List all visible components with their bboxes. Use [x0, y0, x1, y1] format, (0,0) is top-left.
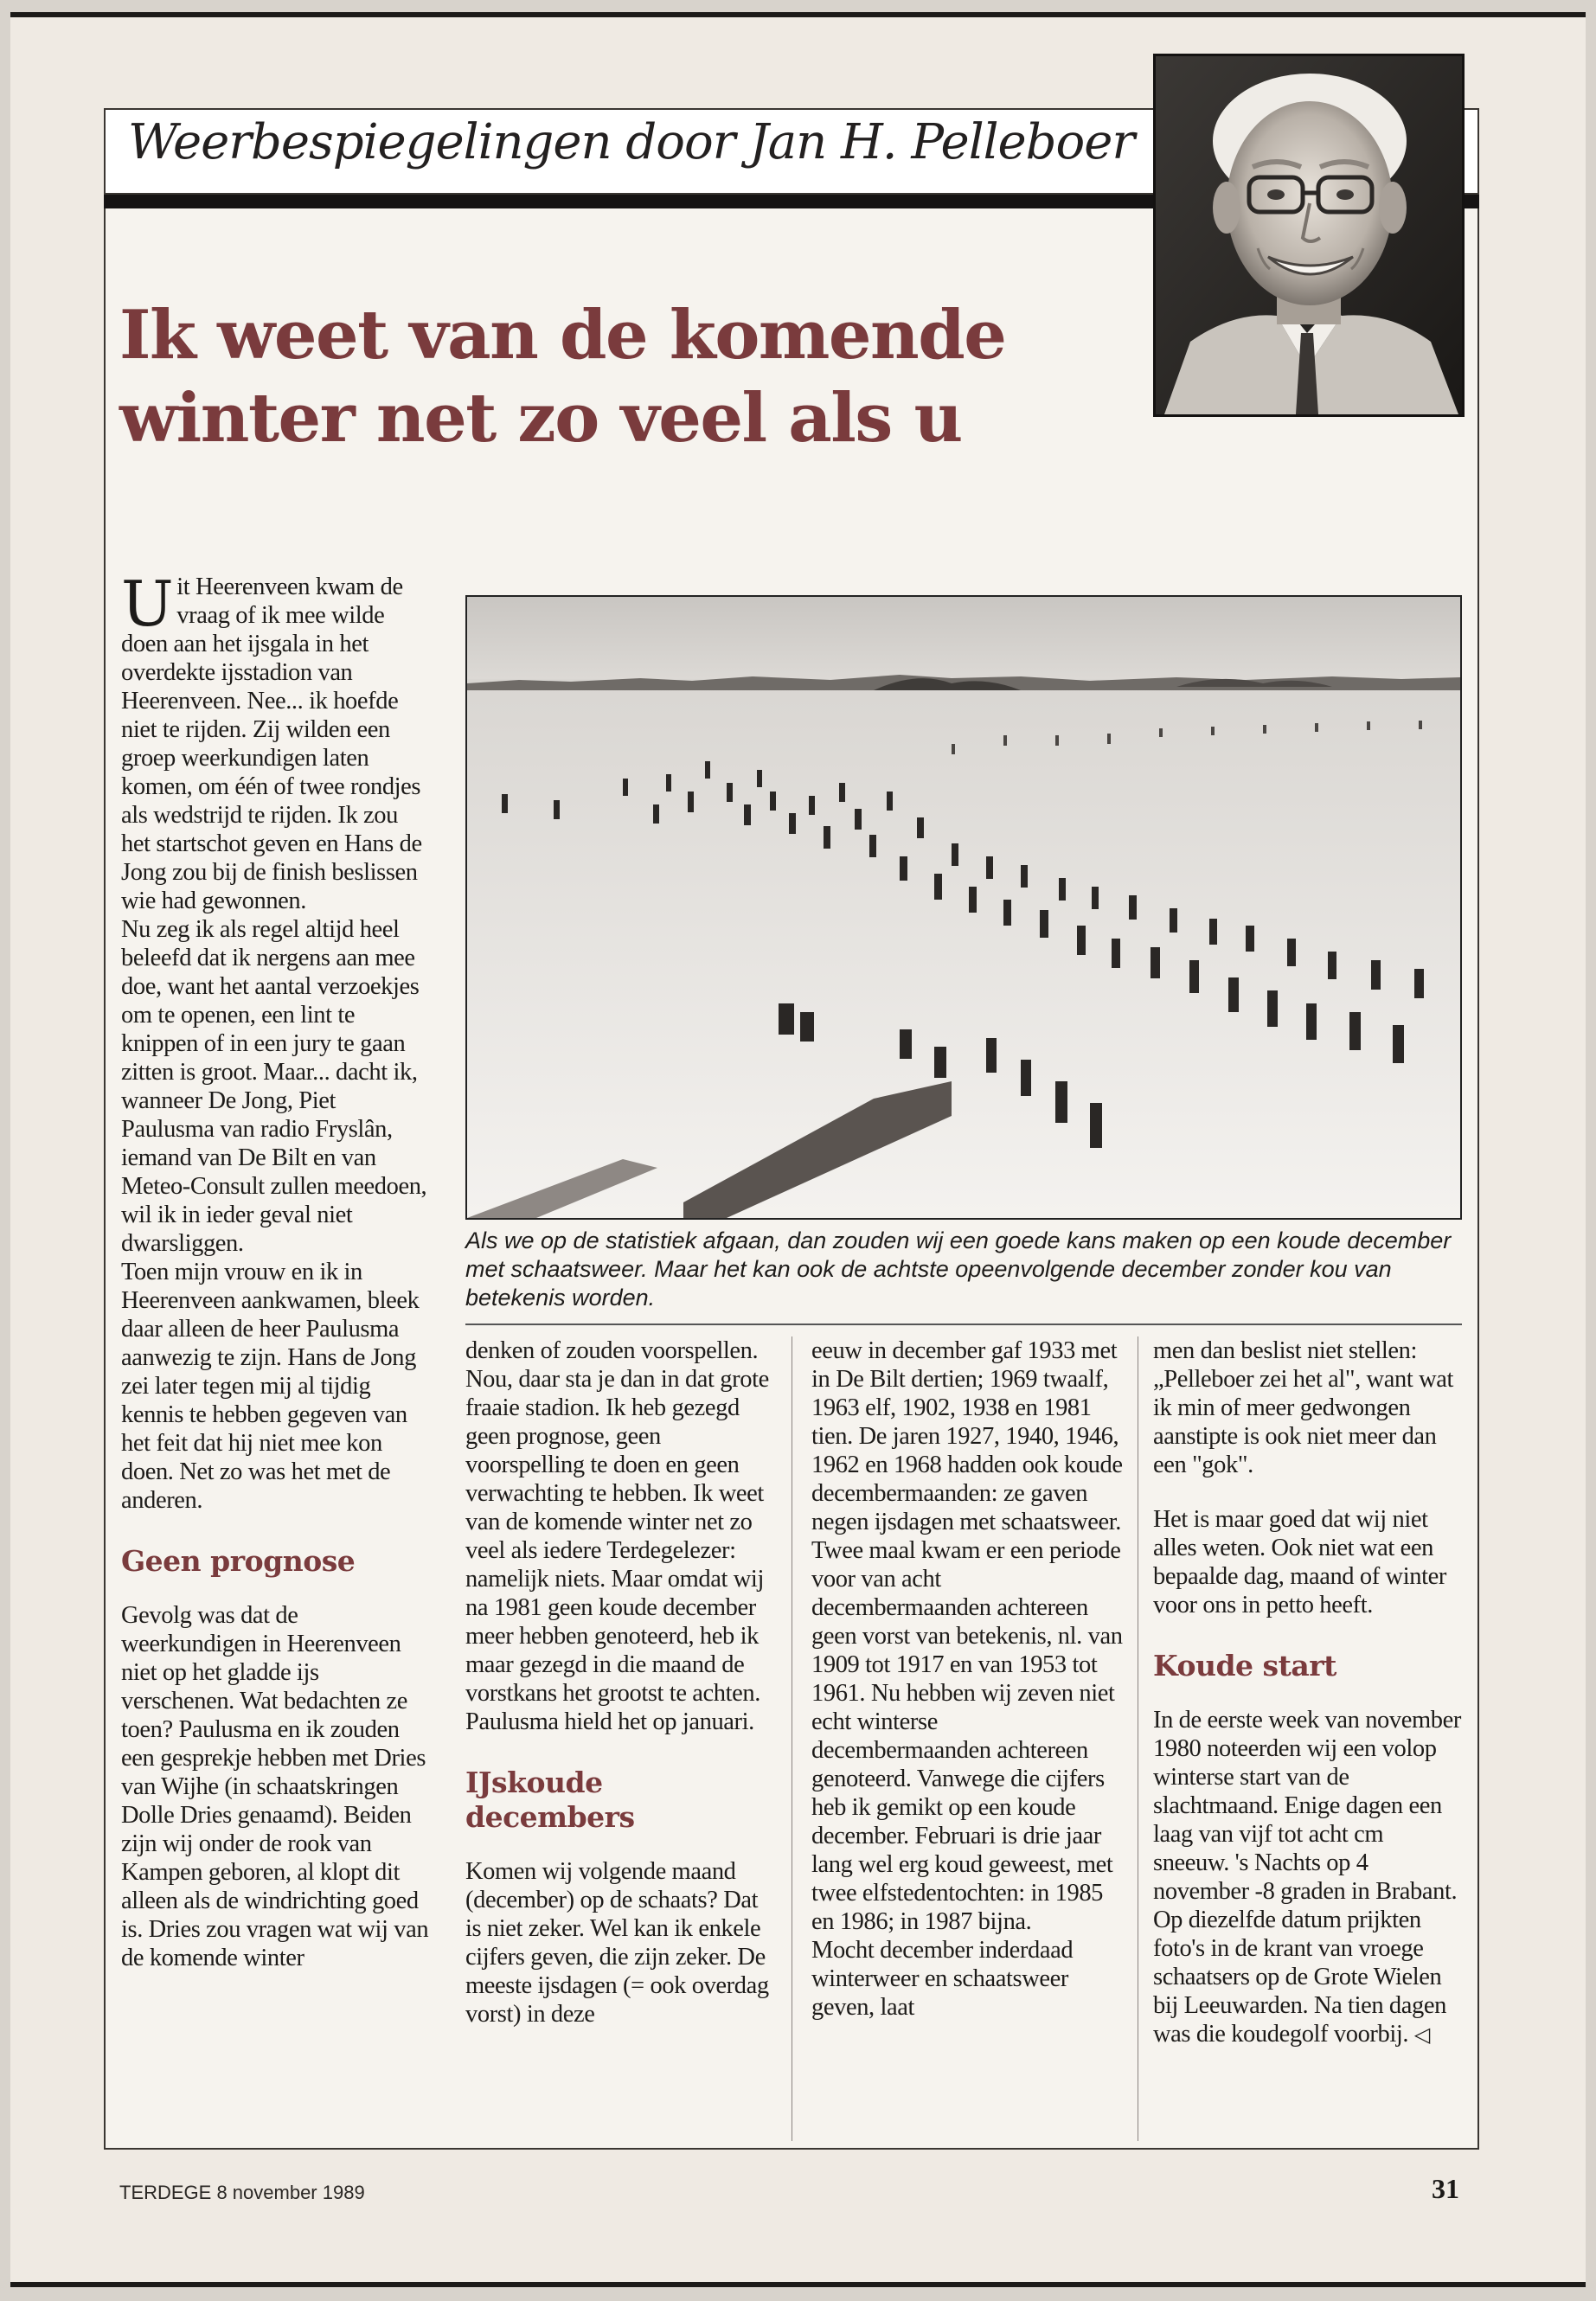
caption-rule: [465, 1324, 1462, 1325]
drop-cap: U: [121, 567, 174, 640]
subheading-geen-prognose: Geen prognose: [121, 1544, 356, 1578]
publication-line: TERDEGE 8 november 1989: [119, 2182, 365, 2203]
text-column-4: [1153, 1336, 1465, 2049]
end-mark-icon: ◁: [1413, 2022, 1430, 2047]
paragraph: Komen wij volgende maand (december) op de schaats? Dat is niet zeker. Wel kan ik enkele cijfers geven, die zijn zeker. De meeste ijsdagen (= ook overdag vorst) in deze: [465, 1858, 769, 2028]
subheading-ijskoude-decembers: IJskoude decembers: [465, 1766, 635, 1834]
article-headline: Ik weet van de komende winter net zo veel als u: [119, 296, 1006, 458]
series-title: Weerbespiegelingen door Jan H. Pelleboer: [128, 114, 1135, 170]
text-column-1: [121, 567, 433, 1972]
paragraph: Nu zeg ik als regel altijd heel beleefd dat ik nergens aan mee doe, want het aantal verzoekjes om te openen, een lint te knippen of in een jury te gaan zitten is groot. Maar... dacht ik, wanneer De Jong, Piet Paulusma van radio Fryslân, iemand van De Bilt en van Meteo-Consult zullen meedoen, wil ik in ieder geval niet dwarsliggen.: [121, 916, 427, 1257]
intro-paragraph: [121, 567, 433, 915]
paragraph: Toen mijn vrouw en ik in Heerenveen aankwamen, bleek daar alleen de heer Paulusma aanwezig te zijn. Hans de Jong zei later tegen mij al tijdig kennis te hebben gegeven van het feit dat hij niet mee kon doen. Net zo was het met de anderen.: [121, 1259, 420, 1514]
text-column-2: [465, 1336, 772, 2029]
text-column-3: [811, 1336, 1123, 2022]
paragraph: [1153, 1706, 1465, 2049]
paragraph: Het is maar goed dat wij niet alles weten. Ook niet wat een bepaalde dag, maand of winter voor ons in petto heeft.: [1153, 1506, 1446, 1618]
portrait-illustration: [1156, 56, 1462, 414]
paragraph: men dan beslist niet stellen: „Pelleboer zei het al", want wat ik min of meer gedwongen aanstipte is ook niet meer dan een "gok".: [1153, 1337, 1454, 1478]
paragraph: Nou, daar sta je dan in dat grote fraaie stadion. Ik heb gezegd geen prognose, geen voorspelling te doen en geen verwachting te hebben. Ik weet van de komende winter net zo veel als iedere Terdegelezer: namelijk niets. Maar omdat wij na 1981 geen koude december meer hebben genoteerd, heb ik maar gezegd in die maand de vorstkans het grootst te achten. Paulusma hield het op januari.: [465, 1366, 769, 1735]
subheading-koude-start: Koude start: [1153, 1649, 1336, 1682]
skaters-on-ice-illustration: [467, 597, 1460, 1218]
intro-text: it Heerenveen kwam de vraag of ik mee wilde doen aan het ijsgala in het overdekte ijsstadion van Heerenveen. Nee... ik hoefde niet te rijden. Zij wilden een groep weerkundigen laten komen, om één of twee rondjes als wedstrijd te rijden. Ik zou het startschot geven en Hans de Jong zou bij de finish beslissen wie had gewonnen.: [121, 574, 422, 914]
paragraph: Mocht december inderdaad winterweer en schaatsweer geven, laat: [811, 1937, 1074, 2021]
closing-text: In de eerste week van november 1980 noteerden wij een volop winterse start van de slachtmaand. Enige dagen een laag van vijf tot acht cm sneeuw. 's Nachts op 4 november -8 graden in Brabant. Op diezelfde datum prijkten foto's in de krant van vroege schaatsers op de Grote Wielen bij Leeuwarden. Na tien dagen was die koudegolf voorbij.: [1153, 1707, 1461, 2048]
skating-photo: [465, 595, 1462, 1220]
paragraph: denken of zouden voorspellen.: [465, 1337, 759, 1364]
author-portrait: [1153, 54, 1465, 417]
page-number: 31: [1432, 2173, 1459, 2204]
paragraph: Gevolg was dat de weerkundigen in Heerenveen niet op het gladde ijs verschenen. Wat bedachten ze toen? Paulusma en ik zouden een gesprekje hebben met Dries van Wijhe (in schaatskringen Dolle Dries genaamd). Beiden zijn wij onder de rook van Kampen geboren, al klopt dit alleen als de windrichting goed is. Dries zou vragen wat wij van de komende winter: [121, 1602, 429, 1971]
photo-caption: Als we op de statistiek afgaan, dan zouden wij een goede kans maken op een koude december met schaatsweer. Maar het kan ook de achtste opeenvolgende december zonder kou van betekenis worden.: [465, 1227, 1452, 1311]
paragraph: eeuw in december gaf 1933 met in De Bilt dertien; 1969 twaalf, 1963 elf, 1902, 1938 en 1981 tien. De jaren 1927, 1940, 1946, 1962 en 1968 hadden ook koude decembermaanden: ze gaven negen ijsdagen met schaatsweer. Twee maal kwam er een periode voor van acht decembermaanden achtereen geen vorst van betekenis, nl. van 1909 tot 1917 en van 1953 tot 1961. Nu hebben wij zeven niet echt winterse decembermaanden achtereen genoteerd. Vanwege die cijfers heb ik gemikt op een koude december. Februari is drie jaar lang wel erg koud geweest, met twee elfstedentochten: in 1985 en 1986; in 1987 bijna.: [811, 1337, 1123, 1935]
